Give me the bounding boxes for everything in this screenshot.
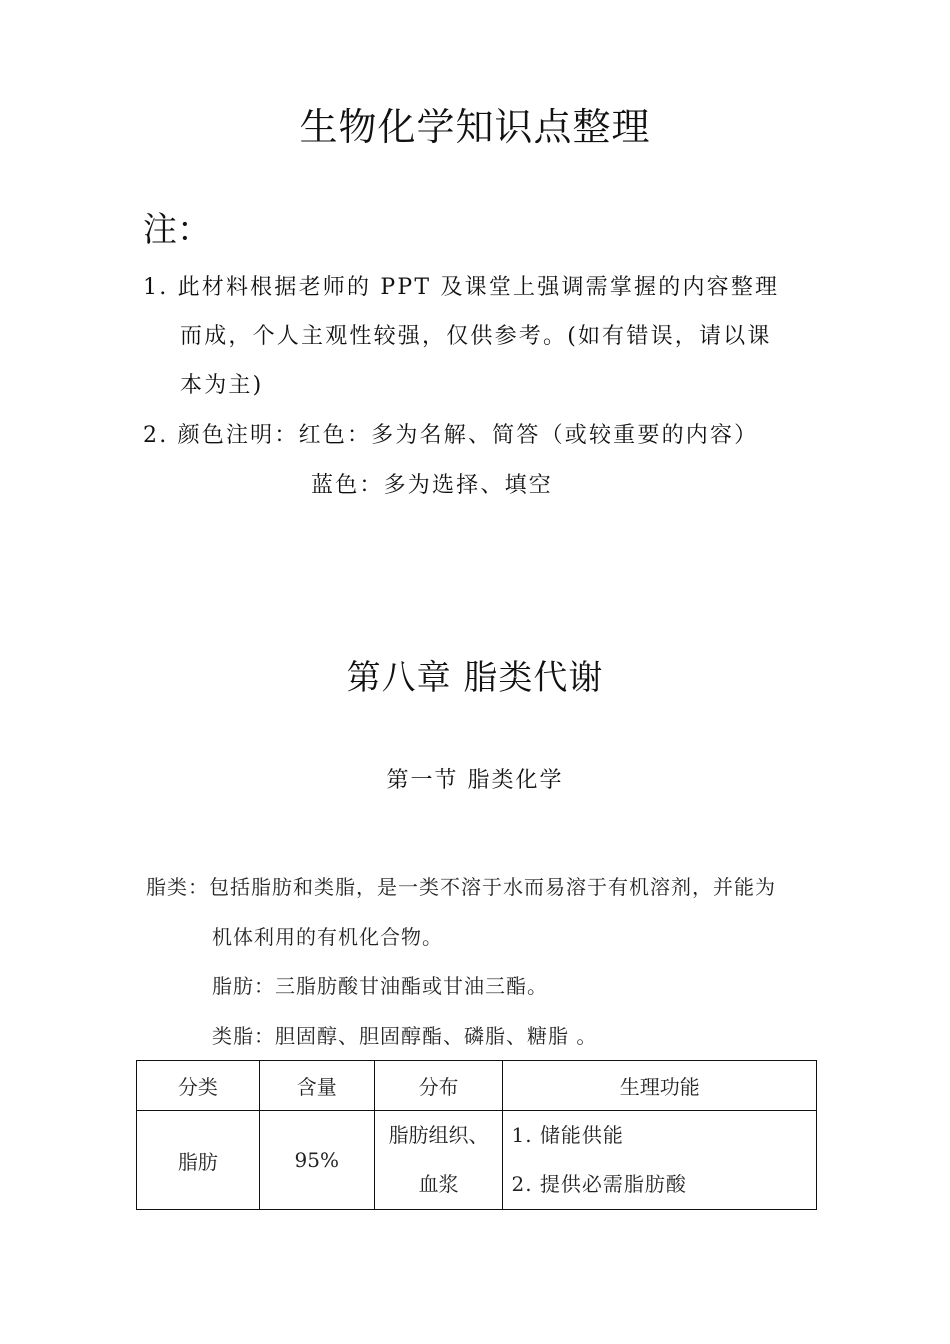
- lipid-classification-table: [136, 1060, 817, 1210]
- notes-heading: 注：: [143, 210, 211, 250]
- lipid-definition-line-2: 机体利用的有机化合物。: [212, 925, 443, 949]
- cell-content: 95%: [259, 1111, 374, 1210]
- cell-category: 脂肪: [137, 1111, 260, 1210]
- lipid-definition-line-1: 脂类：包括脂肪和类脂，是一类不溶于水而易溶于有机溶剂，并能为: [146, 875, 776, 899]
- function-item-1: 1. 储能供能: [511, 1123, 624, 1147]
- table-header-row: [137, 1061, 817, 1111]
- note-1-line-2: 而成，个人主观性较强，仅供参考。(如有错误，请以课: [180, 324, 772, 349]
- cell-function: [503, 1111, 817, 1210]
- function-item-2: 2. 提供必需脂肪酸: [511, 1172, 687, 1196]
- header-distribution: 分布: [374, 1061, 503, 1111]
- cell-distribution: [374, 1111, 503, 1210]
- document-title: 生物化学知识点整理: [299, 105, 651, 149]
- note-1-line-1: 1. 此材料根据老师的 PPT 及课堂上强调需掌握的内容整理: [143, 275, 780, 300]
- note-2-line-1: 2. 颜色注明：红色：多为名解、简答（或较重要的内容）: [143, 423, 759, 448]
- header-category: 分类: [137, 1061, 260, 1111]
- chapter-title: 第八章 脂类代谢: [346, 658, 604, 698]
- fat-definition: 脂肪：三脂肪酸甘油酯或甘油三酯。: [212, 974, 548, 998]
- distribution-line-1: 脂肪组织、: [388, 1123, 489, 1147]
- header-function: 生理功能: [503, 1061, 817, 1111]
- note-1-line-3: 本为主): [180, 373, 264, 398]
- distribution-line-2: 血浆: [418, 1172, 459, 1196]
- note-2-line-2: 蓝色：多为选择、填空: [311, 473, 554, 498]
- section-title: 第一节 脂类化学: [386, 768, 564, 793]
- lipoid-definition: 类脂：胆固醇、胆固醇酯、磷脂、糖脂 。: [212, 1024, 598, 1048]
- table-row: [137, 1111, 817, 1210]
- header-content: 含量: [259, 1061, 374, 1111]
